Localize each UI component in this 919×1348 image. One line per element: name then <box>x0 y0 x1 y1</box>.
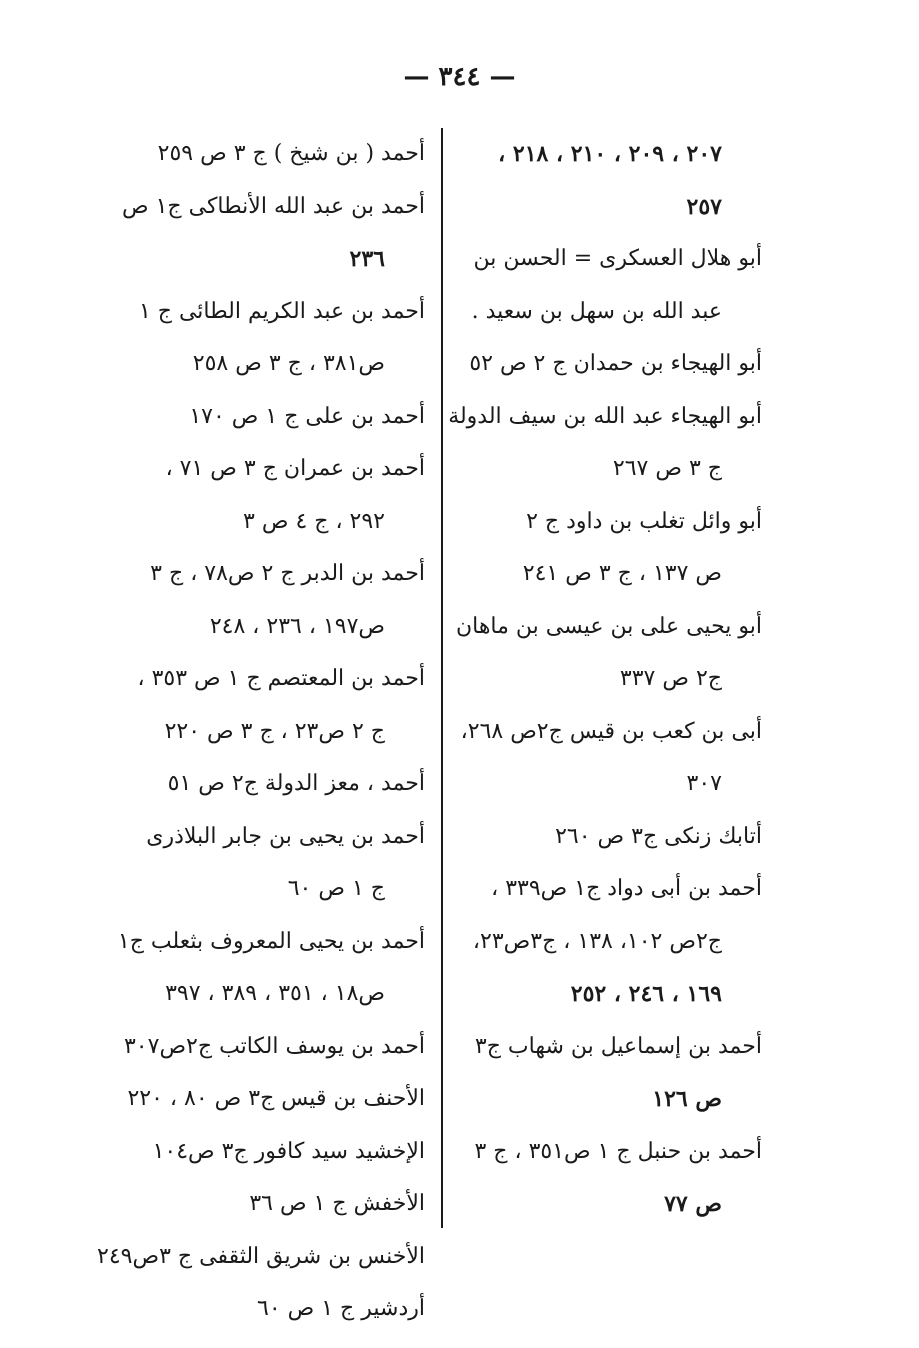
index-entry: أبى بن كعب بن قيس ج٢ص ٢٦٨، <box>460 718 762 744</box>
index-entry: أحمد بن يوسف الكاتب ج٢ص٣٠٧ <box>123 1033 425 1059</box>
index-entry-continuation: ٢٥٧ <box>686 193 722 220</box>
column-divider <box>441 128 443 1228</box>
index-entry: أحمد بن عبد الكريم الطائى ج ١ <box>138 298 425 324</box>
index-entry-continuation: ج٢ص ١٠٢، ١٣٨ ، ج٣ص٢٣، <box>472 928 722 954</box>
index-entry: أتابك زنكى ج٣ ص ٢٦٠ <box>555 823 762 849</box>
index-entry: أبو وائل تغلب بن داود ج ٢ <box>526 508 762 534</box>
index-entry: الأحنف بن قيس ج٣ ص ٨٠ ، ٢٢٠ <box>127 1086 425 1111</box>
page-number: — ٣٤٤ — <box>403 62 516 92</box>
index-entry-continuation: ج ٢ ص٢٣ ، ج ٣ ص ٢٢٠ <box>164 718 385 744</box>
index-entry-continuation: ٢٩٢ ، ج ٤ ص ٣ <box>243 508 385 534</box>
index-entry: أردشير ج ١ ص ٦٠ <box>257 1296 425 1321</box>
index-entry-continuation: ج٢ ص ٣٣٧ <box>619 666 722 691</box>
index-entry-continuation: ص ١٢٦ <box>652 1086 722 1112</box>
index-entry: أحمد بن على ج ١ ص ١٧٠ <box>189 403 425 429</box>
index-entry: أحمد بن إسماعيل بن شهاب ج٣ <box>474 1033 762 1059</box>
index-entry: أحمد ( بن شيخ ) ج ٣ ص ٢٥٩ <box>157 141 425 166</box>
index-entry-continuation: ج ٣ ص ٢٦٧ <box>612 456 722 481</box>
index-entry: أبو هلال العسكرى = الحسن بن <box>473 246 762 271</box>
index-entry-continuation: ص ٧٧ <box>664 1191 722 1217</box>
index-column-right <box>448 128 762 1231</box>
index-entry-continuation: عبد الله بن سهل بن سعيد . <box>471 298 722 324</box>
index-entry-continuation: ص١٨ ، ٣٥١ ، ٣٨٩ ، ٣٩٧ <box>165 981 385 1006</box>
index-entry-continuation: ص ١٣٧ ، ج ٣ ص ٢٤١ <box>522 561 722 586</box>
index-entry-continuation: ١٦٩ ، ٢٤٦ ، ٢٥٢ <box>570 981 722 1007</box>
index-entry-continuation: ٣٠٧ <box>686 771 722 796</box>
index-entry: أحمد بن يحيى بن جابر البلاذرى <box>146 823 425 849</box>
index-entry: الإخشيد سيد كافور ج٣ ص١٠٤ <box>152 1138 425 1164</box>
index-entry: أحمد بن حنبل ج ١ ص٣٥١ ، ج ٣ <box>474 1138 762 1164</box>
index-entry: أبو يحيى على بن عيسى بن ماهان <box>455 613 762 639</box>
index-entry-continuation: ص٣٨١ ، ج ٣ ص ٢٥٨ <box>192 351 385 376</box>
index-entry: الأخنس بن شريق الثقفى ج ٣ص٢٤٩ <box>97 1243 425 1269</box>
index-entry: أحمد ، معز الدولة ج٢ ص ٥١ <box>167 771 425 796</box>
index-entry: أحمد بن الدبر ج ٢ ص٧٨ ، ج ٣ <box>150 561 425 586</box>
index-entry: أحمد بن المعتصم ج ١ ص ٣٥٣ ، <box>137 666 425 691</box>
index-entry: أحمد بن عمران ج ٣ ص ٧١ ، <box>165 456 425 481</box>
index-entry-continuation: ٢٠٧ ، ٢٠٩ ، ٢١٠ ، ٢١٨ ، <box>498 141 722 167</box>
index-entry: أحمد بن عبد الله الأنطاكى ج١ ص <box>122 193 425 219</box>
index-entry-continuation: ج ١ ص ٦٠ <box>287 876 385 901</box>
index-column-left <box>97 128 425 1336</box>
index-entry-continuation: ٢٣٦ <box>349 246 385 272</box>
index-entry: أحمد بن يحيى المعروف بثعلب ج١ <box>117 928 425 954</box>
index-entry: أبو الهيجاء عبد الله بن سيف الدولة <box>448 403 762 429</box>
index-entry: أبو الهيجاء بن حمدان ج ٢ ص ٥٢ <box>469 351 762 376</box>
index-entry: أحمد بن أبى دواد ج١ ص٣٣٩ ، <box>491 876 762 901</box>
index-entry: الأخفش ج ١ ص ٣٦ <box>249 1191 425 1216</box>
index-entry-continuation: ص١٩٧ ، ٢٣٦ ، ٢٤٨ <box>209 613 385 639</box>
